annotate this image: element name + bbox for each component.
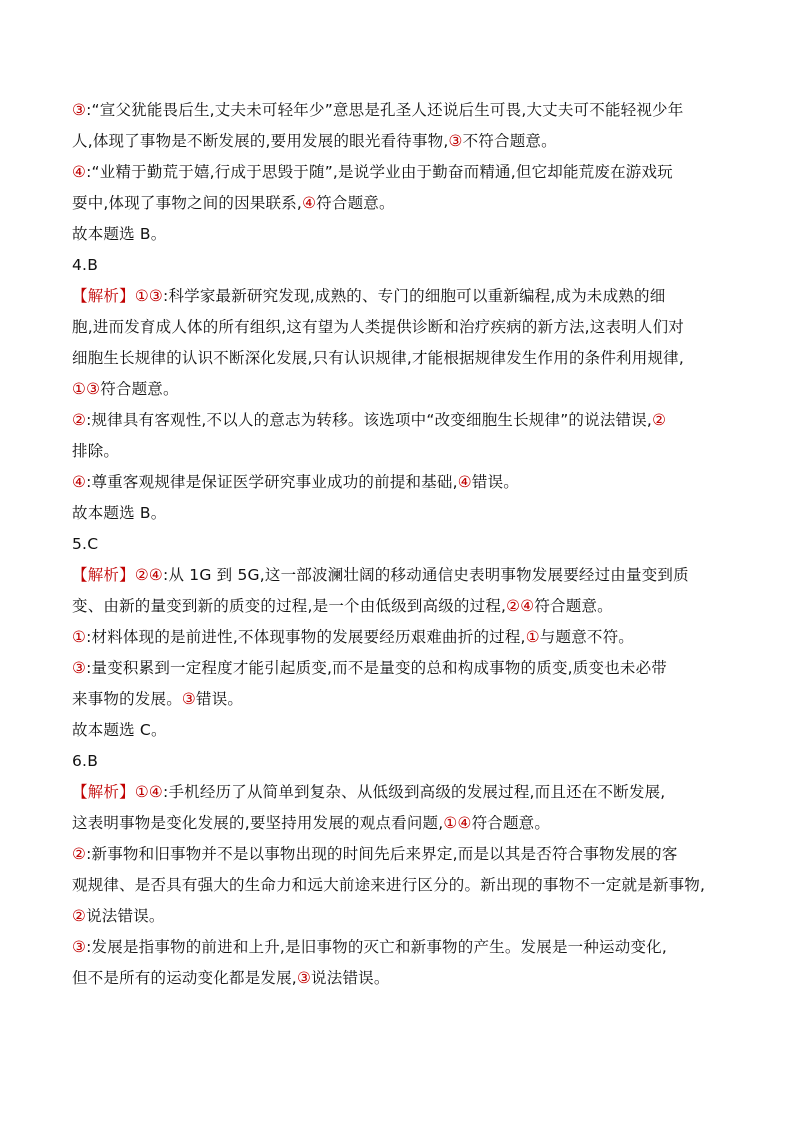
text-line	[72, 839, 724, 870]
text-segment: 符合题意。	[471, 814, 551, 832]
text-line	[72, 405, 724, 436]
text-line	[72, 374, 724, 405]
text-segment: 错误。	[471, 473, 519, 491]
text-line	[72, 312, 724, 343]
highlighted-marker: ③	[72, 938, 87, 956]
highlighted-marker: ②④	[134, 566, 164, 584]
text-segment: :尊重客观规律是保证医学研究事业成功的前提和基础,	[86, 473, 458, 491]
text-line	[72, 560, 724, 591]
text-line	[72, 467, 724, 498]
highlighted-marker: ④	[72, 473, 87, 491]
highlighted-marker: ②	[72, 845, 87, 863]
highlighted-marker: ①④	[443, 814, 472, 832]
text-line	[72, 529, 724, 560]
text-segment: 胞,进而发育成人体的所有组织,这有望为人类提供诊断和治疗疾病的新方法,这表明人们对	[72, 318, 684, 336]
text-line	[72, 157, 724, 188]
text-segment: 符合题意。	[100, 380, 179, 398]
text-segment: 观规律、是否具有强大的生命力和远大前途来进行区分的。新出现的事物不一定就是新事物,	[72, 876, 706, 894]
text-segment: 与题意不符。	[539, 628, 634, 646]
text-line	[72, 281, 724, 312]
highlighted-marker: ①④	[134, 783, 164, 801]
text-line	[72, 591, 724, 622]
text-line	[72, 343, 724, 374]
highlighted-marker: 【解析】	[72, 287, 135, 305]
text-segment: 故本题选 C。	[72, 721, 167, 739]
text-segment: 错误。	[196, 690, 244, 708]
highlighted-marker: ①	[72, 628, 87, 646]
highlighted-marker: ③	[181, 690, 197, 708]
text-segment: 人,体现了事物是不断发展的,要用发展的眼光看待事物,	[72, 132, 449, 150]
text-segment: :新事物和旧事物并不是以事物出现的时间先后来界定,而是以其是否符合事物发展的客	[86, 845, 678, 863]
text-line	[72, 498, 724, 529]
highlighted-marker: ①③	[72, 380, 101, 398]
text-segment: 故本题选 B。	[72, 225, 167, 243]
text-segment: :“业精于勤荒于嬉,行成于思毁于随”,是说学业由于勤奋而精通,但它却能荒废在游戏玩	[86, 163, 673, 181]
text-segment: 不符合题意。	[462, 132, 557, 150]
text-segment: 变、由新的量变到新的质变的过程,是一个由低级到高级的过程,	[72, 597, 507, 615]
text-line	[72, 746, 724, 777]
text-line	[72, 188, 724, 219]
text-segment: 但不是所有的运动变化都是发展,	[72, 969, 297, 987]
text-segment: 符合题意。	[534, 597, 613, 615]
text-segment: :从 1G 到 5G,这一部波澜壮阔的移动通信史表明事物发展要经过由量变到质	[163, 566, 689, 584]
text-line	[72, 777, 724, 808]
highlighted-marker: ③	[296, 969, 312, 987]
text-line	[72, 436, 724, 467]
text-segment: 说法错误。	[311, 969, 390, 987]
text-segment: 说法错误。	[86, 907, 165, 925]
highlighted-marker: ②	[72, 411, 87, 429]
text-segment: 5.C	[72, 535, 99, 553]
document-body	[72, 95, 724, 994]
highlighted-marker: ③	[448, 132, 463, 150]
text-line	[72, 684, 724, 715]
text-segment: :量变积累到一定程度才能引起质变,而不是量变的总和构成事物的质变,质变也未必带	[86, 659, 667, 677]
text-line	[72, 870, 724, 901]
text-segment: :科学家最新研究发现,成熟的、专门的细胞可以重新编程,成为未成熟的细	[163, 287, 666, 305]
text-line	[72, 653, 724, 684]
highlighted-marker: ②	[72, 907, 87, 925]
text-segment: :手机经历了从简单到复杂、从低级到高级的发展过程,而且还在不断发展,	[163, 783, 666, 801]
highlighted-marker: ③	[72, 101, 87, 119]
text-segment: :发展是指事物的前进和上升,是旧事物的灭亡和新事物的产生。发展是一种运动变化,	[86, 938, 667, 956]
highlighted-marker: 【解析】	[72, 566, 135, 584]
text-segment: :“宣父犹能畏后生,丈夫未可轻年少”意思是孔圣人还说后生可畏,大丈夫可不能轻视少年	[86, 101, 684, 119]
text-segment: 这表明事物是变化发展的,要坚持用发展的观点看问题,	[72, 814, 444, 832]
text-line	[72, 963, 724, 994]
highlighted-marker: ④	[457, 473, 472, 491]
text-segment: :材料体现的是前进性,不体现事物的发展要经历艰难曲折的过程,	[86, 628, 526, 646]
text-line	[72, 622, 724, 653]
highlighted-marker: ②	[652, 411, 667, 429]
text-segment: 细胞生长规律的认识不断深化发展,只有认识规律,才能根据规律发生作用的条件利用规律,	[72, 349, 684, 367]
highlighted-marker: ①	[525, 628, 540, 646]
highlighted-marker: ②④	[506, 597, 535, 615]
text-segment: 符合题意。	[316, 194, 395, 212]
text-segment: 耍中,体现了事物之间的因果联系,	[72, 194, 303, 212]
text-line	[72, 219, 724, 250]
text-segment: 故本题选 B。	[72, 504, 167, 522]
text-segment: 4.B	[72, 256, 99, 274]
text-line	[72, 250, 724, 281]
highlighted-marker: ④	[72, 163, 87, 181]
text-line	[72, 932, 724, 963]
text-line	[72, 95, 724, 126]
text-line	[72, 715, 724, 746]
text-line	[72, 808, 724, 839]
highlighted-marker: 【解析】	[72, 783, 135, 801]
text-segment: 来事物的发展。	[72, 690, 182, 708]
highlighted-marker: ④	[302, 194, 317, 212]
text-segment: 排除。	[72, 442, 120, 460]
text-line	[72, 901, 724, 932]
text-segment: :规律具有客观性,不以人的意志为转移。该选项中“改变细胞生长规律”的说法错误,	[86, 411, 653, 429]
highlighted-marker: ①③	[134, 287, 164, 305]
text-segment: 6.B	[72, 752, 99, 770]
text-line	[72, 126, 724, 157]
highlighted-marker: ③	[72, 659, 87, 677]
